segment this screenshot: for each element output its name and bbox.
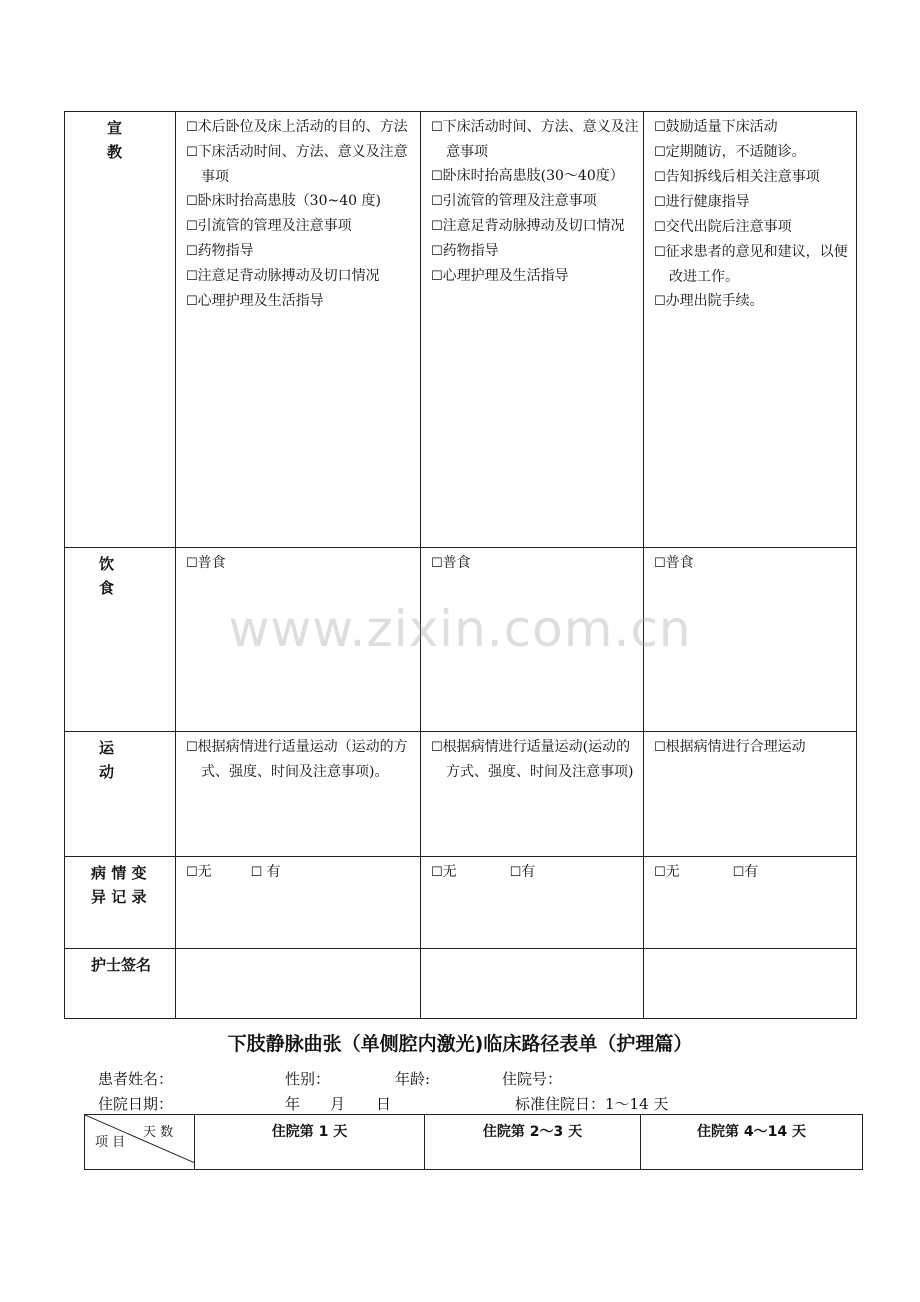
checklist-item: [654, 240, 852, 289]
checkbox[interactable]: ☐: [431, 740, 443, 755]
education-day1-cell: [176, 112, 421, 548]
checklist-item: [654, 735, 852, 760]
checklist-item-text: 注意足背动脉搏动及切口情况: [442, 218, 625, 234]
checkbox[interactable]: ☐: [654, 195, 666, 210]
table-row-variance: [65, 857, 857, 949]
nurse-sign-day1-cell[interactable]: [176, 949, 421, 1019]
variance-day2-cell: [421, 857, 644, 949]
exercise-day1-cell: [176, 732, 421, 857]
date-month-label: 月: [330, 1095, 346, 1113]
checkbox[interactable]: ☐: [431, 194, 443, 209]
checklist-item-text: 心理护理及生活指导: [442, 268, 569, 284]
row-label-exercise: [65, 732, 176, 857]
checklist-item: [431, 239, 639, 264]
checklist-item-text: 鼓励适量下床活动: [665, 119, 778, 135]
checklist-item-text: 普食: [665, 555, 694, 571]
checklist-item: [186, 289, 416, 314]
checklist-item: [654, 190, 852, 215]
checklist-item-text: 卧床时抬高患肢（30~40 度): [197, 193, 381, 209]
checklist-item: [186, 189, 416, 214]
checkbox-yes[interactable]: ☐: [732, 865, 745, 880]
checkbox[interactable]: ☐: [431, 269, 443, 284]
checklist-item: [431, 189, 639, 214]
date-year-label: 年: [285, 1095, 301, 1113]
patient-sex-label: 性别：: [285, 1070, 331, 1088]
nurse-sign-label: 护士签名: [91, 956, 152, 974]
row-label-nurse-sign: [65, 949, 176, 1019]
nurse-sign-day3-cell[interactable]: [644, 949, 857, 1019]
checkbox-yes[interactable]: ☐: [250, 865, 263, 880]
header-day2-3: 住院第 2～3 天: [425, 1115, 641, 1170]
checklist-item-text: 根据病情进行合理运动: [665, 739, 806, 755]
checkbox[interactable]: ☐: [654, 245, 666, 260]
checklist-item-text: 下床活动时间、方法、意义及注意事项: [442, 119, 639, 160]
checkbox[interactable]: ☐: [431, 169, 443, 184]
option-none-label: 无: [665, 864, 680, 880]
checkbox[interactable]: ☐: [431, 120, 443, 135]
option-yes-label: 有: [521, 864, 536, 880]
checklist-item: [186, 239, 416, 264]
checklist-item-text: 注意足背动脉搏动及切口情况: [197, 268, 380, 284]
exercise-day3-cell: [644, 732, 857, 857]
checklist-item: [654, 551, 852, 576]
checkbox[interactable]: ☐: [654, 145, 666, 160]
checkbox[interactable]: ☐: [186, 244, 198, 259]
checklist-item-text: 引流管的管理及注意事项: [197, 218, 352, 234]
checkbox[interactable]: ☐: [654, 740, 666, 755]
checklist-item-text: 引流管的管理及注意事项: [442, 193, 597, 209]
row-label-char: 饮: [99, 555, 115, 573]
checklist-item-text: 普食: [197, 555, 226, 571]
patient-age-label: 年龄:: [395, 1070, 431, 1088]
checklist-item-text: 术后卧位及床上活动的目的、方法: [197, 119, 408, 135]
row-label-char: 教: [107, 143, 123, 161]
checklist-item: [431, 551, 639, 576]
admission-date-label: 住院日期：: [98, 1095, 174, 1113]
row-label-education: [65, 112, 176, 548]
row-label-char: 运: [99, 739, 115, 757]
checklist-item: [431, 214, 639, 239]
table-row-nurse-sign: [65, 949, 857, 1019]
checkbox[interactable]: ☐: [431, 556, 443, 571]
corner-label-days: 天 数: [143, 1125, 174, 1140]
checkbox[interactable]: ☐: [654, 556, 666, 571]
checklist-item: [431, 164, 639, 189]
checklist-item: [654, 165, 852, 190]
checkbox-none[interactable]: ☐: [186, 865, 198, 880]
diagonal-header-cell: [85, 1115, 195, 1170]
checkbox[interactable]: ☐: [186, 556, 198, 571]
checklist-item-text: 心理护理及生活指导: [197, 293, 324, 309]
table-row-exercise: [65, 732, 857, 857]
checklist-item-text: 药物指导: [442, 243, 499, 259]
option-yes-label: 有: [744, 864, 759, 880]
header-day1: 住院第 1 天: [195, 1115, 425, 1170]
checkbox-none[interactable]: ☐: [654, 865, 666, 880]
checklist-item: [654, 289, 852, 314]
checklist-item-text: 药物指导: [197, 243, 254, 259]
checklist-item-text: 卧床时抬高患肢(30～40度）: [442, 168, 624, 184]
option-yes-label: 有: [266, 864, 281, 880]
date-day-label: 日: [376, 1095, 392, 1113]
checklist-item: [654, 140, 852, 165]
header-day4-14: 住院第 4～14 天: [641, 1115, 863, 1170]
pathway-header-table: [84, 1114, 863, 1170]
table-row-education: [65, 112, 857, 548]
option-none-label: 无: [442, 864, 457, 880]
checkbox[interactable]: ☐: [431, 219, 443, 234]
checklist-item-text: 交代出院后注意事项: [665, 219, 792, 235]
standard-stay-label: 标准住院日：1～14 天: [515, 1095, 669, 1113]
checklist-item: [186, 140, 416, 189]
checklist-item: [186, 264, 416, 289]
checklist-item: [431, 264, 639, 289]
nurse-sign-day2-cell[interactable]: [421, 949, 644, 1019]
row-label-line: 病 情 变: [91, 864, 147, 882]
watermark: www.zixin.com.cn: [228, 600, 692, 658]
row-label-char: 宣: [107, 119, 123, 137]
checkbox[interactable]: ☐: [654, 294, 666, 309]
pathway-table-continued: [64, 111, 857, 1019]
checklist-item-text: 告知拆线后相关注意事项: [665, 169, 820, 185]
checklist-item-text: 普食: [442, 555, 471, 571]
checkbox[interactable]: ☐: [186, 194, 198, 209]
checklist-item: [186, 214, 416, 239]
checklist-item: [186, 115, 416, 140]
checklist-item: [654, 215, 852, 240]
checkbox[interactable]: ☐: [431, 244, 443, 259]
checklist-item: [431, 115, 639, 164]
checklist-item: [186, 551, 416, 576]
checkbox-yes[interactable]: ☐: [509, 865, 522, 880]
option-none-label: 无: [197, 864, 212, 880]
checklist-item: [431, 735, 639, 784]
variance-day1-cell: [176, 857, 421, 949]
patient-id-label: 住院号：: [502, 1070, 563, 1088]
checkbox[interactable]: ☐: [654, 120, 666, 135]
row-label-variance: [65, 857, 176, 949]
checkbox[interactable]: ☐: [654, 220, 666, 235]
checklist-item: [654, 115, 852, 140]
patient-name-label: 患者姓名：: [98, 1070, 174, 1088]
exercise-day2-cell: [421, 732, 644, 857]
corner-label-items: 项 目: [95, 1135, 126, 1150]
checkbox[interactable]: ☐: [186, 269, 198, 284]
form-title: 下肢静脉曲张（单侧腔内激光)临床路径表单（护理篇）: [227, 1033, 693, 1055]
checklist-item-text: 办理出院手续。: [665, 293, 764, 309]
checklist-item-text: 下床活动时间、方法、意义及注意事项: [197, 144, 408, 185]
education-day3-cell: [644, 112, 857, 548]
checklist-item-text: 根据病情进行适量运动（运动的方式、强度、时间及注意事项)。: [197, 739, 408, 780]
checklist-item-text: 进行健康指导: [665, 194, 750, 210]
checklist-item-text: 定期随访，不适随诊。: [665, 144, 806, 160]
education-day2-cell: [421, 112, 644, 548]
checklist-item-text: 征求患者的意见和建议，以便改进工作。: [665, 244, 848, 285]
checkbox[interactable]: ☐: [186, 120, 198, 135]
row-label-char: 食: [99, 579, 115, 597]
checklist-item-text: 根据病情进行适量运动(运动的方式、强度、时间及注意事项): [442, 739, 634, 780]
checkbox[interactable]: ☐: [654, 170, 666, 185]
checklist-item: [186, 735, 416, 784]
checkbox-none[interactable]: ☐: [431, 865, 443, 880]
checkbox[interactable]: ☐: [186, 145, 198, 160]
row-label-line: 异 记 录: [91, 888, 147, 906]
row-label-char: 动: [99, 763, 115, 781]
variance-day3-cell: [644, 857, 857, 949]
checkbox[interactable]: ☐: [186, 219, 198, 234]
checkbox[interactable]: ☐: [186, 294, 198, 309]
checkbox[interactable]: ☐: [186, 740, 198, 755]
